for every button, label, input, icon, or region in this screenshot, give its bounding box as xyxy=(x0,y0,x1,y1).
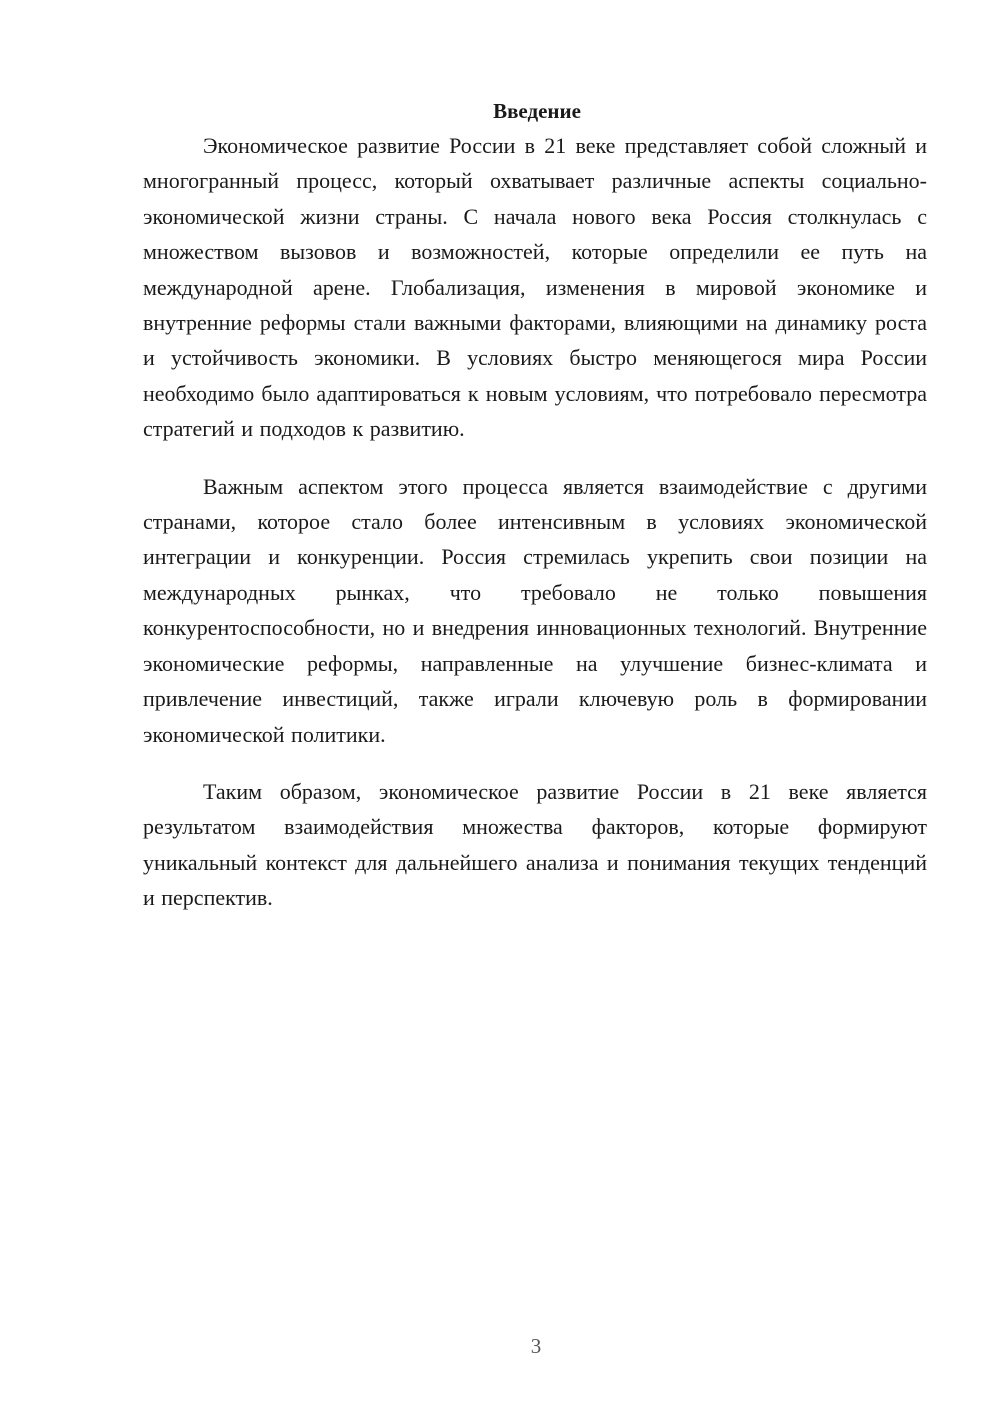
paragraph-3: Таким образом, экономическое развитие России в 21 веке является результатом взаимодействия множества факторов, которые формируют уникальный контекст для дальнейшего анализа и понимания текущих тенденций и перспектив. xyxy=(143,778,927,911)
page-content xyxy=(143,96,927,938)
paragraph-2: Важным аспектом этого процесса является взаимодействие с другими странами, которое стало более интенсивным в условиях экономической интеграции и конкуренции. Россия стремилась укрепить свои позиции на международных рынках, что требовало не только повышения конкурентоспособности, но и внедрения инновационных технологий. Внутренние экономические реформы, направленные на улучшение бизнес-климата и привлечение инвестиций, также играли ключевую роль в формировании экономической политики. xyxy=(143,473,927,747)
paragraph-1: Экономическое развитие России в 21 веке представляет собой сложный и многогранный процесс, который охватывает различные аспекты социально-экономической жизни страны. С начала нового века Россия столкнулась с множеством вызовов и возможностей, которые определили ее путь на международной арене. Глобализация, изменения в мировой экономике и внутренние реформы стали важными факторами, влияющими на динамику роста и устойчивость экономики. В условиях быстро меняющегося мира России необходимо было адаптироваться к новым условиям, что потребовало пересмотра стратегий и подходов к развитию. xyxy=(143,133,927,442)
page-number: 3 xyxy=(530,1334,542,1358)
section-title: Введение xyxy=(493,99,581,123)
